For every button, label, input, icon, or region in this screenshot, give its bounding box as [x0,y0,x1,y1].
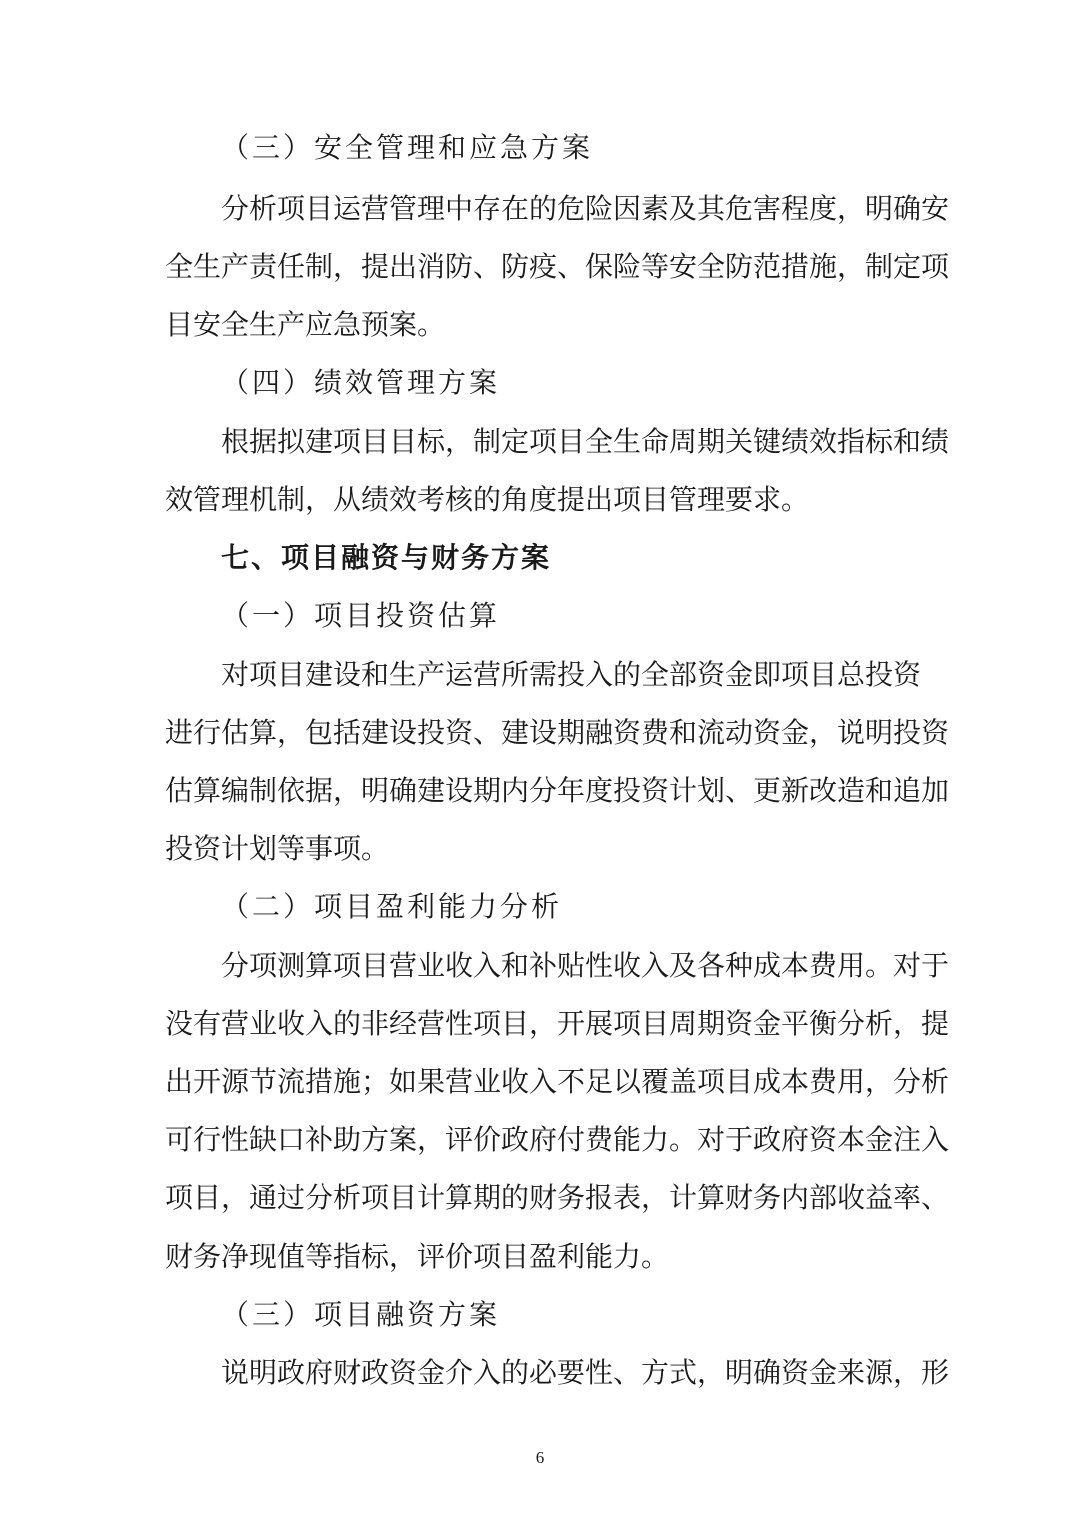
section-heading-performance-management: （四）绩效管理方案 [221,366,501,399]
paragraph-line: 可行性缺口补助方案，评价政府付费能力。对于政府资本金注入 [165,1123,950,1156]
page-number: 6 [535,1448,545,1467]
paragraph-line: 根据拟建项目目标，制定项目全生命周期关键绩效指标和绩 [221,425,950,458]
paragraph-line: 目安全生产应急预案。 [165,308,446,341]
chapter-heading-financing: 七、项目融资与财务方案 [221,541,552,574]
paragraph-line: 进行估算，包括建设投资、建设期融资费和流动资金，说明投资 [165,716,950,749]
paragraph-line: 分项测算项目营业收入和补贴性收入及各种成本费用。对于 [221,949,950,982]
paragraph-line: 分析项目运营管理中存在的危险因素及其危害程度，明确安 [221,192,950,225]
section-heading-safety-management: （三）安全管理和应急方案 [221,131,594,164]
section-heading-investment-estimate: （一）项目投资估算 [221,599,501,632]
paragraph-line: 项目，通过分析项目计算期的财务报表，计算财务内部收益率、 [165,1181,950,1214]
paragraph-line: 效管理机制，从绩效考核的角度提出项目管理要求。 [165,483,810,516]
section-heading-profitability: （二）项目盈利能力分析 [221,890,563,923]
paragraph-line: 估算编制依据，明确建设期内分年度投资计划、更新改造和追加 [165,774,950,807]
paragraph-line: 对项目建设和生产运营所需投入的全部资金即项目总投资 [221,658,922,691]
section-heading-financing-plan: （三）项目融资方案 [221,1298,501,1331]
paragraph-line: 没有营业收入的非经营性项目，开展项目周期资金平衡分析，提 [165,1007,950,1040]
paragraph-line: 投资计划等事项。 [165,832,390,865]
paragraph-line: 出开源节流措施；如果营业收入不足以覆盖项目成本费用，分析 [165,1065,950,1098]
paragraph-line: 全生产责任制，提出消防、防疫、保险等安全防范措施，制定项 [165,250,950,283]
paragraph-line: 说明政府财政资金介入的必要性、方式，明确资金来源，形 [221,1356,950,1389]
paragraph-line: 财务净现值等指标，评价项目盈利能力。 [165,1240,670,1273]
